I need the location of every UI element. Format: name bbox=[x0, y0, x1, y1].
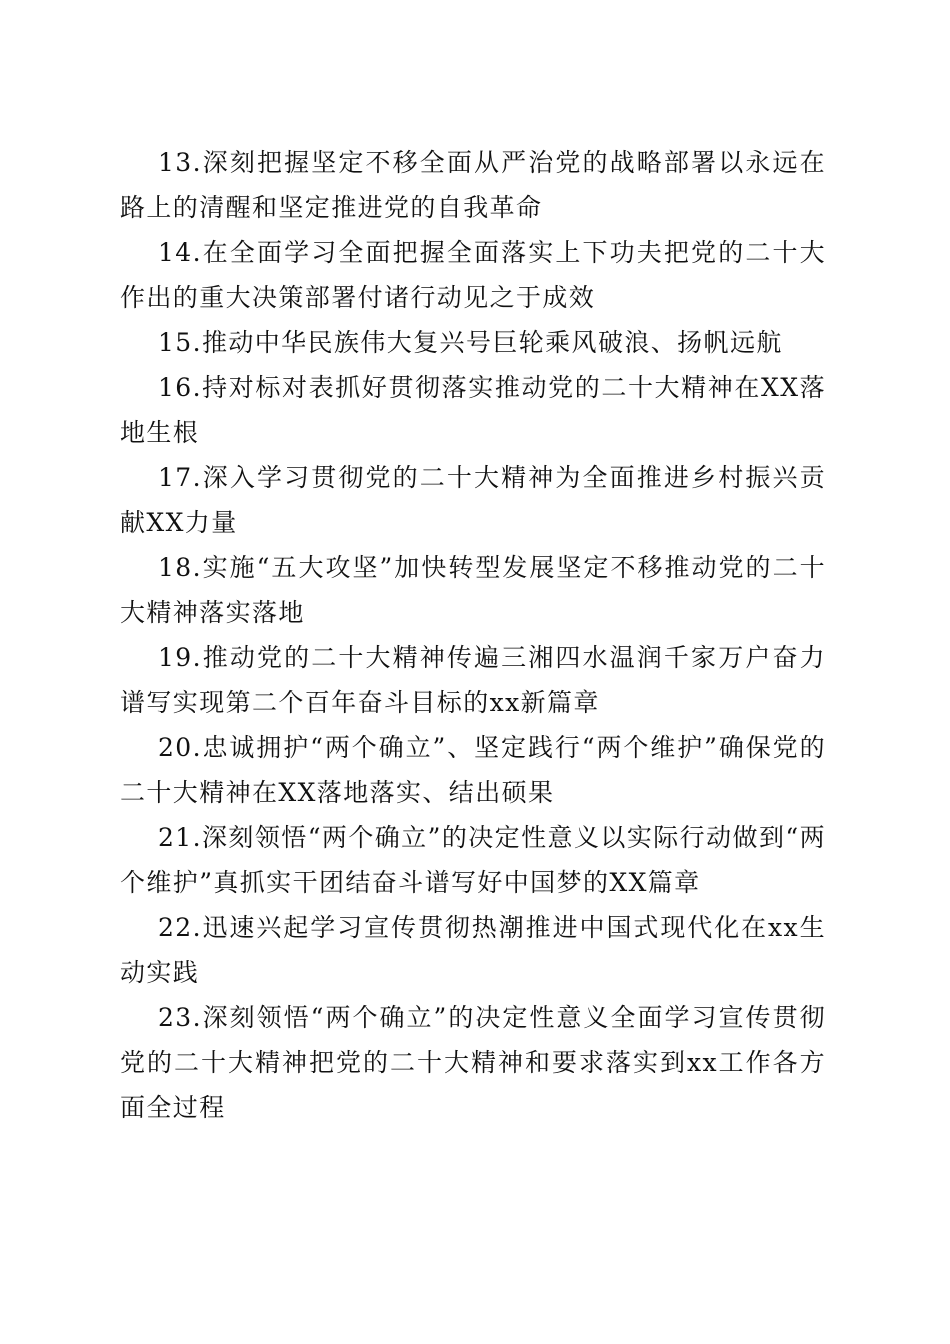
list-item: 14.在全面学习全面把握全面落实上下功夫把党的二十大作出的重大决策部署付诸行动见之于成效 bbox=[120, 238, 826, 312]
headline-list bbox=[120, 140, 826, 1130]
list-item: 23.深刻领悟“两个确立”的决定性意义全面学习宣传贯彻党的二十大精神把党的二十大精神和要求落实到xx工作各方面全过程 bbox=[120, 1003, 826, 1122]
list-item: 17.深入学习贯彻党的二十大精神为全面推进乡村振兴贡献XX力量 bbox=[120, 463, 826, 537]
list-item: 22.迅速兴起学习宣传贯彻热潮推进中国式现代化在xx生动实践 bbox=[120, 913, 826, 987]
list-item: 19.推动党的二十大精神传遍三湘四水温润千家万户奋力谱写实现第二个百年奋斗目标的xx新篇章 bbox=[120, 643, 826, 717]
list-item: 18.实施“五大攻坚”加快转型发展坚定不移推动党的二十大精神落实落地 bbox=[120, 553, 826, 627]
list-item: 15.推动中华民族伟大复兴号巨轮乘风破浪、扬帆远航 bbox=[158, 328, 783, 357]
list-item: 16.持对标对表抓好贯彻落实推动党的二十大精神在XX落地生根 bbox=[120, 373, 826, 447]
list-item: 13.深刻把握坚定不移全面从严治党的战略部署以永远在路上的清醒和坚定推进党的自我革命 bbox=[120, 148, 826, 222]
list-item: 20.忠诚拥护“两个确立”、坚定践行“两个维护”确保党的二十大精神在XX落地落实、结出硕果 bbox=[120, 733, 826, 807]
list-item: 21.深刻领悟“两个确立”的决定性意义以实际行动做到“两个维护”真抓实干团结奋斗谱写好中国梦的XX篇章 bbox=[120, 823, 826, 897]
